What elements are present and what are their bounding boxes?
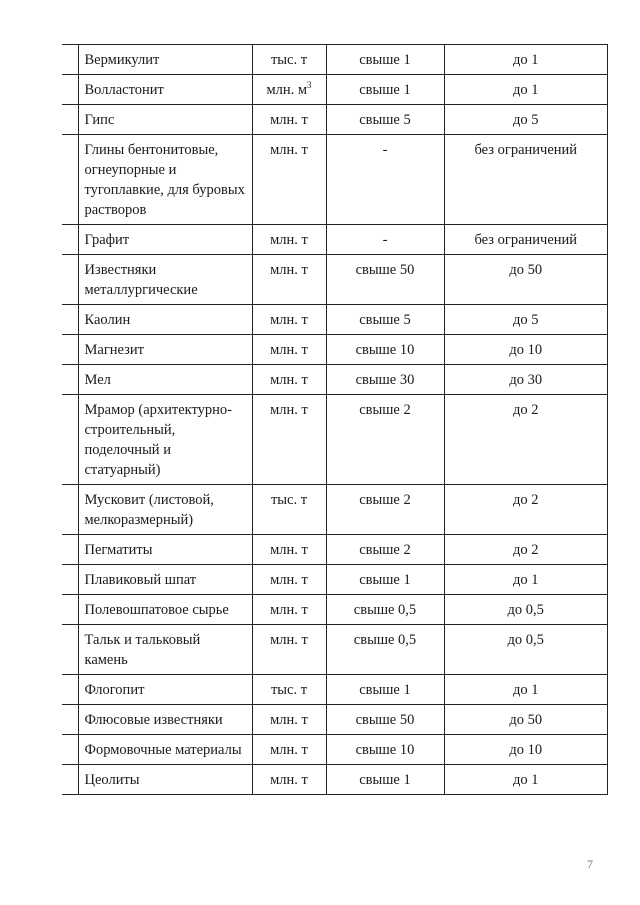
small-threshold: до 50 [444,255,608,305]
page-number: 7 [587,857,593,871]
table-row [62,675,608,705]
large-threshold: свыше 0,5 [326,595,444,625]
table-row [62,535,608,565]
large-threshold: свыше 0,5 [326,625,444,675]
margin-cell [62,595,78,625]
margin-cell [62,255,78,305]
large-threshold: свыше 1 [326,45,444,75]
small-threshold: до 10 [444,335,608,365]
mineral-name: Флюсовые известняки [78,705,252,735]
small-threshold: до 1 [444,675,608,705]
unit-cell: млн. т [252,625,326,675]
margin-cell [62,105,78,135]
mineral-name: Формовочные материалы [78,735,252,765]
unit-cell: млн. т [252,335,326,365]
unit-cell: тыс. т [252,45,326,75]
small-threshold: до 2 [444,395,608,485]
unit-cell [252,75,326,105]
small-threshold: до 0,5 [444,625,608,675]
margin-cell [62,45,78,75]
mineral-name: Каолин [78,305,252,335]
margin-cell [62,735,78,765]
mineral-name: Известняки металлургические [78,255,252,305]
small-threshold: до 2 [444,535,608,565]
large-threshold: свыше 1 [326,75,444,105]
mineral-name: Вермикулит [78,45,252,75]
unit-cell: млн. т [252,395,326,485]
table-row [62,735,608,765]
table-row [62,335,608,365]
large-threshold: свыше 50 [326,705,444,735]
unit-cell: млн. т [252,105,326,135]
minerals-table [62,44,608,795]
margin-cell [62,335,78,365]
large-threshold: свыше 5 [326,105,444,135]
table-row [62,705,608,735]
small-threshold: до 10 [444,735,608,765]
unit-cell: млн. т [252,255,326,305]
margin-cell [62,675,78,705]
table-row [62,75,608,105]
small-threshold: до 0,5 [444,595,608,625]
margin-cell [62,75,78,105]
unit-cell: млн. т [252,705,326,735]
mineral-name: Волластонит [78,75,252,105]
mineral-name: Полевошпатовое сырье [78,595,252,625]
unit-cell: тыс. т [252,485,326,535]
mineral-name: Мрамор (архитектурно-строительный, поделочный и статуарный) [78,395,252,485]
unit-cell: млн. т [252,535,326,565]
unit-superscript: 3 [307,80,312,91]
large-threshold: свыше 1 [326,565,444,595]
table-row [62,595,608,625]
mineral-name: Тальк и тальковый камень [78,625,252,675]
unit-cell: тыс. т [252,675,326,705]
unit-cell: млн. т [252,595,326,625]
mineral-name: Пегматиты [78,535,252,565]
small-threshold: до 1 [444,45,608,75]
large-threshold: свыше 10 [326,735,444,765]
small-threshold: до 5 [444,105,608,135]
unit-cell: млн. т [252,765,326,795]
table-row [62,765,608,795]
large-threshold: - [326,225,444,255]
large-threshold: свыше 2 [326,535,444,565]
small-threshold: до 30 [444,365,608,395]
small-threshold: до 50 [444,705,608,735]
unit-cell: млн. т [252,735,326,765]
small-threshold: без ограничений [444,225,608,255]
margin-cell [62,705,78,735]
large-threshold: свыше 10 [326,335,444,365]
mineral-name: Плавиковый шпат [78,565,252,595]
margin-cell [62,305,78,335]
large-threshold: свыше 2 [326,395,444,485]
small-threshold: до 1 [444,565,608,595]
table-row [62,105,608,135]
margin-cell [62,565,78,595]
mineral-name: Мел [78,365,252,395]
small-threshold: до 1 [444,75,608,105]
mineral-name: Цеолиты [78,765,252,795]
small-threshold: до 2 [444,485,608,535]
table-row [62,255,608,305]
large-threshold: свыше 2 [326,485,444,535]
unit-cell: млн. т [252,135,326,225]
large-threshold: свыше 1 [326,675,444,705]
margin-cell [62,395,78,485]
mineral-name: Гипс [78,105,252,135]
unit-cell: млн. т [252,225,326,255]
mineral-name: Глины бентонитовые, огнеупорные и тугоплавкие, для буровых растворов [78,135,252,225]
table-row [62,135,608,225]
large-threshold: - [326,135,444,225]
table-row [62,45,608,75]
large-threshold: свыше 50 [326,255,444,305]
mineral-name: Флогопит [78,675,252,705]
margin-cell [62,225,78,255]
table-row [62,395,608,485]
unit-cell: млн. т [252,565,326,595]
small-threshold: до 1 [444,765,608,795]
large-threshold: свыше 5 [326,305,444,335]
margin-cell [62,765,78,795]
table-row [62,565,608,595]
margin-cell [62,135,78,225]
small-threshold: до 5 [444,305,608,335]
margin-cell [62,535,78,565]
mineral-name: Графит [78,225,252,255]
mineral-name: Магнезит [78,335,252,365]
unit-cell: млн. т [252,305,326,335]
table-row [62,485,608,535]
mineral-name: Мусковит (листовой, мелкоразмерный) [78,485,252,535]
table-row [62,305,608,335]
table-row [62,625,608,675]
unit-cell: млн. т [252,365,326,395]
small-threshold: без ограничений [444,135,608,225]
margin-cell [62,625,78,675]
margin-cell [62,365,78,395]
large-threshold: свыше 1 [326,765,444,795]
table-row [62,365,608,395]
margin-cell [62,485,78,535]
table-row [62,225,608,255]
large-threshold: свыше 30 [326,365,444,395]
unit-text: млн. м [266,82,308,98]
